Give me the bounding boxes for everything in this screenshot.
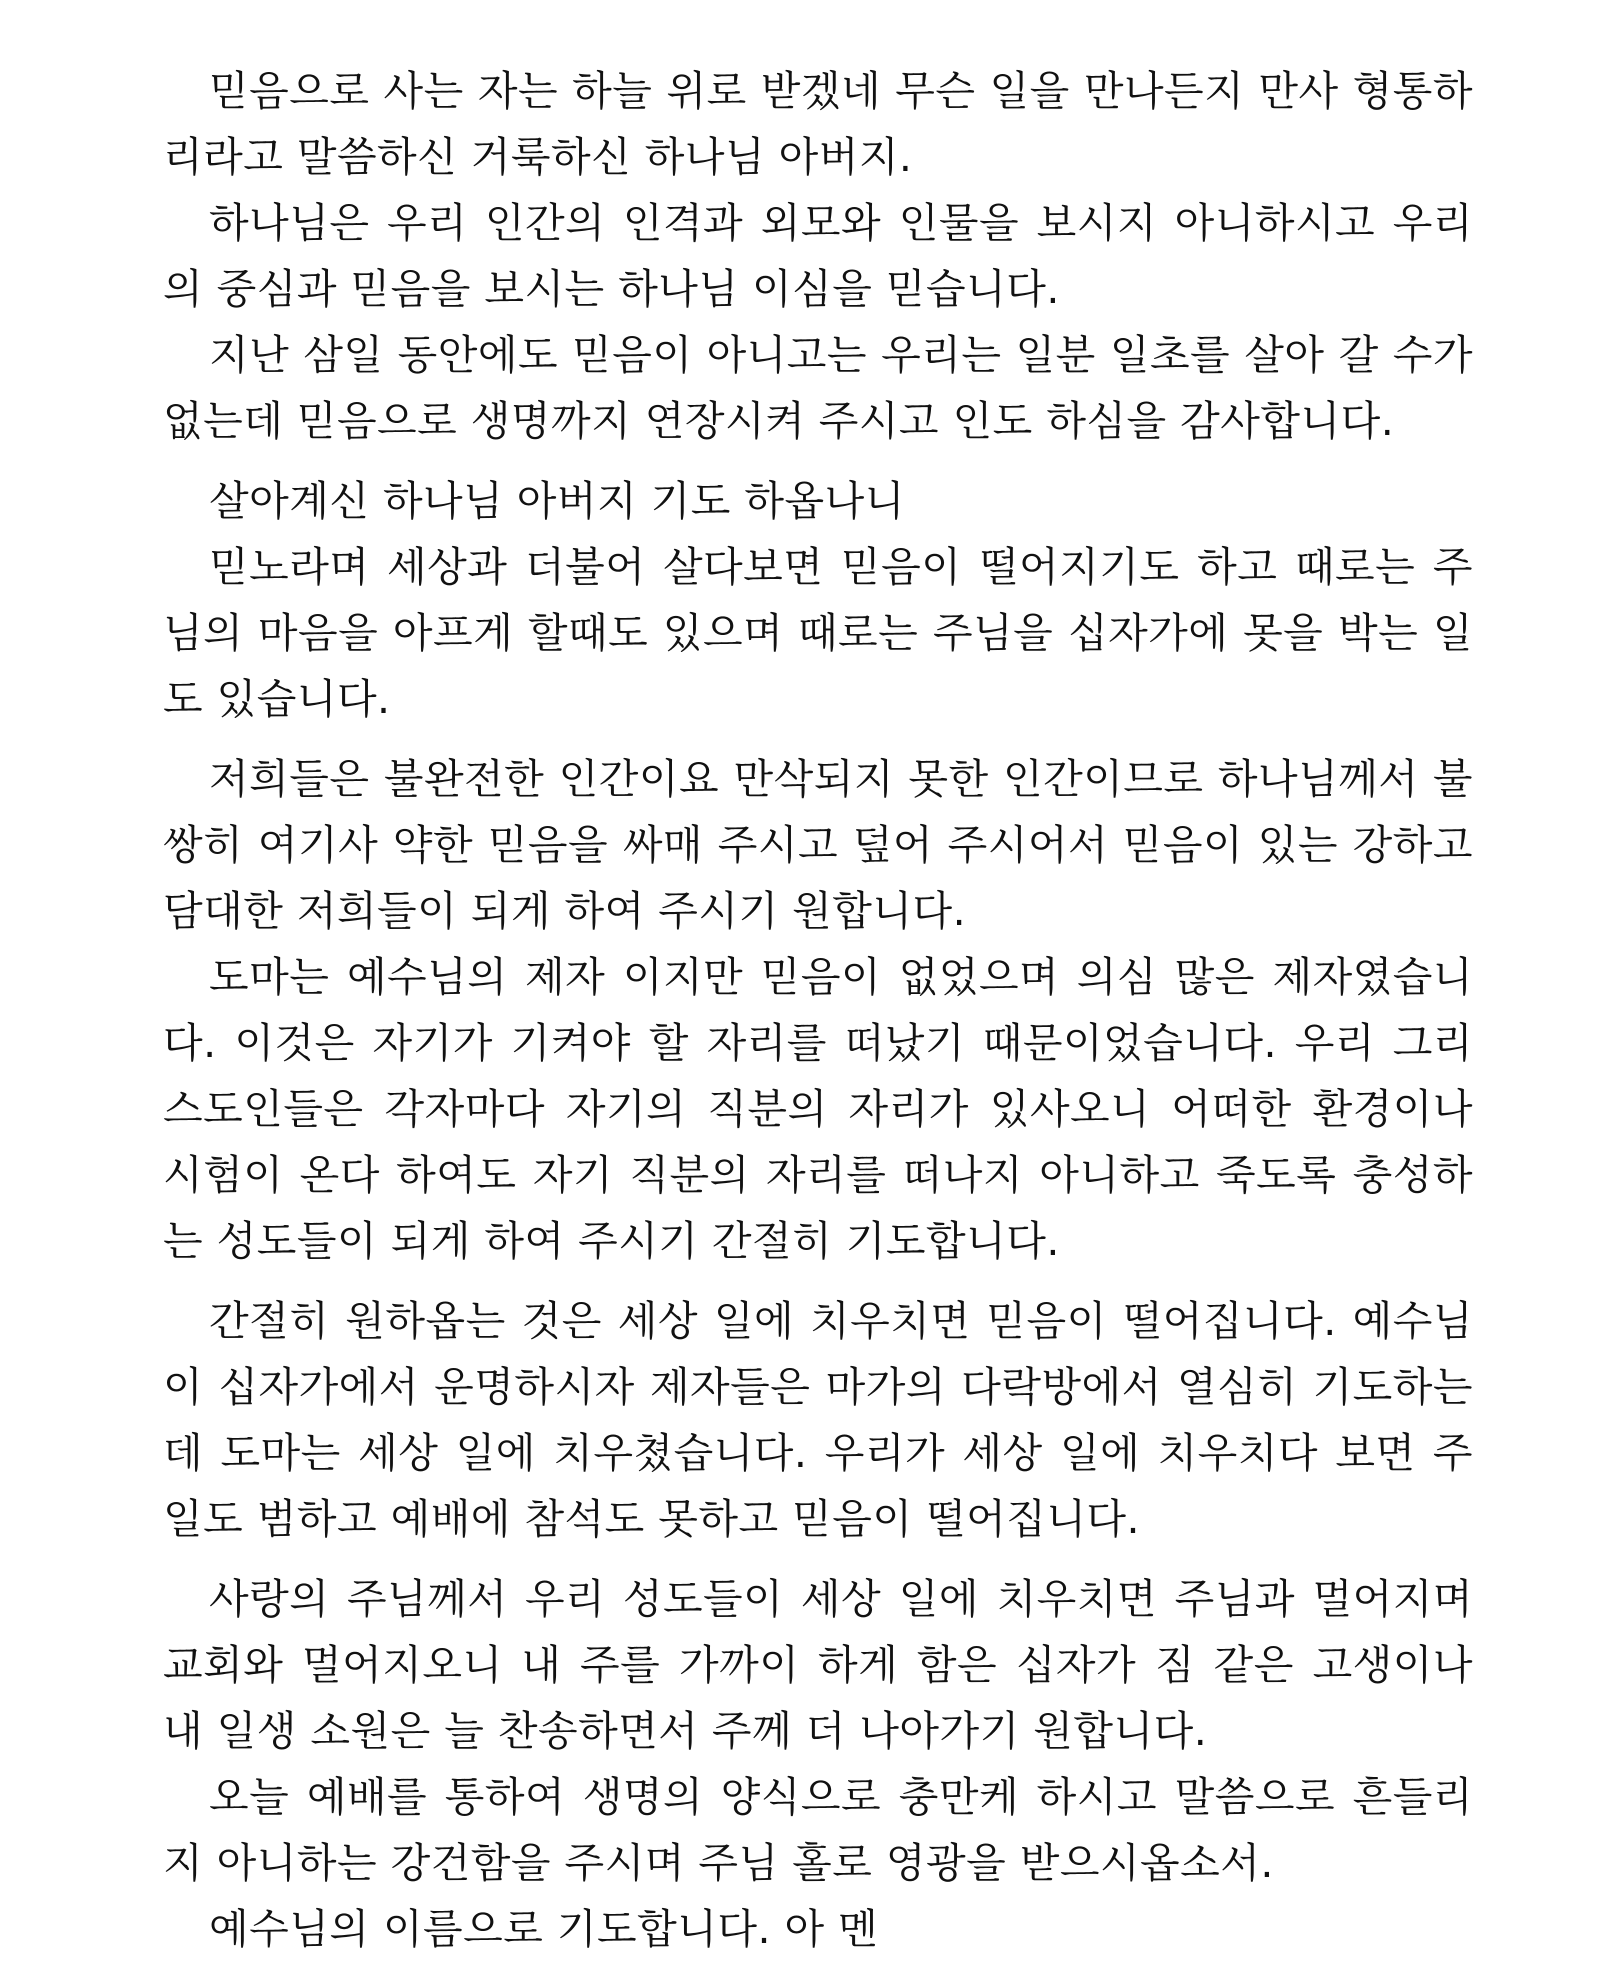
- paragraph-11: 예수님의 이름으로 기도합니다. 아 멘: [209, 1905, 879, 1953]
- paragraph-7: 도마는 예수님의 제자 이지만 믿음이 없었으며 의심 많은 제자였습니다. 이것은 자기가 기켜야 할 자리를 떠났기 때문이었습니다. 우리 그리스도인들은 각자마다 자기의 직분의 자리가 있사오니 어떠한 환경이나 시험이 온다 하여도 자기 직분의 자리를 떠나지 아니하고 죽도록 충성하는 성도들이 되게 하여 주시기 간절히 기도합니다.: [163, 953, 1473, 1265]
- paragraph-5: 믿노라며 세상과 더불어 살다보면 믿음이 떨어지기도 하고 때로는 주님의 마음을 아프게 할때도 있으며 때로는 주님을 십자가에 못을 박는 일도 있습니다.: [163, 543, 1473, 723]
- paragraph-8: 간절히 원하옵는 것은 세상 일에 치우치면 믿음이 떨어집니다. 예수님이 십자가에서 운명하시자 제자들은 마가의 다락방에서 열심히 기도하는데 도마는 세상 일에 치우쳤습니다. 우리가 세상 일에 치우치다 보면 주일도 범하고 예배에 참석도 못하고 믿음이 떨어집니다.: [163, 1297, 1473, 1543]
- paragraph-6: 저희들은 불완전한 인간이요 만삭되지 못한 인간이므로 하나님께서 불쌍히 여기사 약한 믿음을 싸매 주시고 덮어 주시어서 믿음이 있는 강하고 담대한 저희들이 되게 하여 주시기 원합니다.: [163, 755, 1473, 935]
- paragraph-2: 하나님은 우리 인간의 인격과 외모와 인물을 보시지 아니하시고 우리의 중심과 믿음을 보시는 하나님 이심을 믿습니다.: [163, 199, 1473, 313]
- paragraph-10: 오늘 예배를 통하여 생명의 양식으로 충만케 하시고 말씀으로 흔들리지 아니하는 강건함을 주시며 주님 홀로 영광을 받으시옵소서.: [163, 1773, 1473, 1887]
- paragraph-9: 사랑의 주님께서 우리 성도들이 세상 일에 치우치면 주님과 멀어지며 교회와 멀어지오니 내 주를 가까이 하게 함은 십자가 짐 같은 고생이나 내 일생 소원은 늘 찬송하면서 주께 더 나아가기 원합니다.: [163, 1575, 1473, 1755]
- paragraph-1: 믿음으로 사는 자는 하늘 위로 받겠네 무슨 일을 만나든지 만사 형통하리라고 말씀하신 거룩하신 하나님 아버지.: [163, 67, 1473, 181]
- paragraph-4: 살아계신 하나님 아버지 기도 하옵나니: [209, 477, 905, 525]
- paragraph-3: 지난 삼일 동안에도 믿음이 아니고는 우리는 일분 일초를 살아 갈 수가 없는데 믿음으로 생명까지 연장시켜 주시고 인도 하심을 감사합니다.: [163, 331, 1473, 445]
- prayer-text: [163, 58, 1473, 1962]
